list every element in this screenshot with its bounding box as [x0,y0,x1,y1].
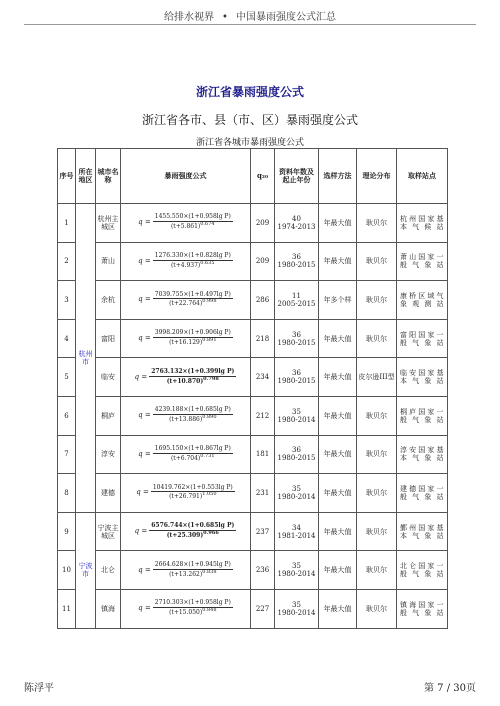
cell-region: 杭州市 [76,204,96,513]
formula-numerator: 7039.755×(1+0.497lg P) [154,290,231,298]
cell-station: 富阳国家一般气象站 [397,319,448,358]
years-range: 1980-2014 [277,570,316,579]
cell-seq: 9 [58,512,76,551]
col-header-q20: q₂₀ [251,149,275,204]
cell-city: 建德 [96,474,121,513]
formula-denominator [153,222,233,231]
years-range: 1981-2014 [277,531,316,540]
formula-denominator-base: (t+5.861) [170,223,201,231]
formula-q-symbol: q = [138,334,151,343]
formula-denominator [153,299,233,308]
cell-city: 桐庐 [96,396,121,435]
table-row [58,358,448,397]
cell-q20: 237 [251,512,275,551]
formula-denominator [153,261,233,270]
table-row [58,551,448,590]
cell-years [275,281,319,320]
years-count: 36 [292,369,301,378]
rainfall-formula-table [57,148,448,629]
cell-method: 年最大值 [319,512,357,551]
cell-q20: 209 [251,242,275,281]
formula-fraction [149,369,236,386]
table-row [58,319,448,358]
cell-distribution: 耿贝尔 [357,474,397,513]
table-row [58,589,448,628]
col-header-years: 资料年数及起止年份 [275,149,319,204]
formula-fraction [153,407,233,424]
formula-denominator-base: (t+15.050) [169,609,203,617]
cell-years [275,551,319,590]
formula-numerator: 2763.132×(1+0.399lg P) [151,367,235,375]
years-count: 35 [292,562,301,571]
cell-city: 富阳 [96,319,121,358]
cell-city: 杭州主城区 [96,204,121,243]
formula-numerator: 4239.188×(1+0.685lg P) [154,406,231,414]
formula-denominator [153,454,233,463]
cell-method: 年最大值 [319,551,357,590]
cell-method: 年最大值 [319,204,357,243]
formula-exponent: 0.635 [200,259,215,266]
footer-page-number: 第 7 / 30页 [424,683,476,694]
years-range: 1980-2015 [277,338,316,347]
footer-author: 陈浮平 [24,683,54,694]
formula-exponent: 0.890 [202,414,217,421]
page-title: 浙江省暴雨强度公式 [195,85,304,99]
formula-denominator [149,377,236,386]
table-row [58,474,448,513]
formula-fraction [153,292,233,309]
cell-q20: 234 [251,358,275,397]
formula-q-symbol: q = [138,256,151,265]
table-header-row [58,149,448,204]
cell-q20: 236 [251,551,275,590]
formula-fraction [153,330,233,347]
cell-distribution: 皮尔逊III型 [357,358,397,397]
cell-formula [121,358,251,397]
cell-seq: 5 [58,358,76,397]
cell-station: 建德国家一般气象站 [397,474,448,513]
cell-region: 宁波市 [76,512,96,628]
cell-formula [121,281,251,320]
formula-exponent: 0.674 [200,221,215,228]
formula-fraction [149,523,236,540]
col-header-station: 取样站点 [397,149,448,204]
table-row [58,435,448,474]
years-range: 1980-2015 [277,377,316,386]
cell-seq: 6 [58,396,76,435]
header-site-name: 给排水视界 [164,12,215,23]
cell-method: 年最大值 [319,435,357,474]
formula-exponent: 1.050 [202,491,217,498]
years-range: 1980-2014 [277,415,316,424]
cell-method: 年最大值 [319,242,357,281]
cell-seq: 8 [58,474,76,513]
years-range: 1980-2015 [277,454,316,463]
cell-station: 临安国家基本气象站 [397,358,448,397]
formula-exponent: 0.891 [202,337,217,344]
years-range: 2005-2015 [277,299,316,308]
formula-numerator: 1695.150×(1+0.867lg P) [154,444,231,452]
formula-denominator-base: (t+10.870) [166,377,204,385]
cell-seq: 10 [58,551,76,590]
formula-denominator-base: (t+13.262) [169,570,203,578]
formula-q-symbol: q = [134,527,148,536]
years-count: 36 [292,253,301,262]
formula-numerator: 1455.550×(1+0.958lg P) [154,213,231,221]
cell-seq: 3 [58,281,76,320]
cell-distribution: 耿贝尔 [357,435,397,474]
formula-denominator-base: (t+4.937) [170,261,201,269]
cell-years [275,474,319,513]
cell-city: 淳安 [96,435,121,474]
cell-method: 年最大值 [319,358,357,397]
cell-distribution: 耿贝尔 [357,281,397,320]
cell-formula [121,551,251,590]
cell-station: 鄞州国家基本气象站 [397,512,448,551]
formula-denominator-base: (t+25.309) [166,532,204,540]
col-header-distribution: 理论分布 [357,149,397,204]
years-range: 1980-2014 [277,492,316,501]
cell-station: 萧山国家一般气象站 [397,242,448,281]
cell-distribution: 耿贝尔 [357,512,397,551]
cell-station: 杭州国家基本气候站 [397,204,448,243]
cell-q20: 286 [251,281,275,320]
cell-years [275,319,319,358]
table-row [58,512,448,551]
formula-numerator: 2664.628×(1+0.945lg P) [154,560,231,568]
cell-seq: 1 [58,204,76,243]
cell-method: 年多个样 [319,281,357,320]
formula-q-symbol: q = [138,565,151,574]
formula-exponent: 0.731 [200,452,215,459]
formula-numerator: 1276.330×(1+0.828lg P) [154,252,231,259]
years-count: 40 [292,214,301,223]
formula-exponent: 0.798 [203,375,219,382]
formula-q-symbol: q = [138,411,151,420]
col-header-city: 城市名称 [96,149,121,204]
cell-q20: 181 [251,435,275,474]
years-count: 36 [292,446,301,455]
cell-station: 康桥区域气象观测站 [397,281,448,320]
formula-denominator-base: (t+6.704) [170,454,201,462]
cell-distribution: 耿贝尔 [357,551,397,590]
formula-numerator: 10419.762×(1+0.553lg P) [152,483,233,491]
cell-method: 年最大值 [319,474,357,513]
formula-denominator [151,492,235,501]
formula-exponent: 0.848 [202,607,217,614]
cell-seq: 2 [58,242,76,281]
col-header-region: 所在地区 [76,149,96,204]
running-header [0,8,500,23]
cell-q20: 231 [251,474,275,513]
table-row [58,204,448,243]
cell-years [275,396,319,435]
cell-station: 镇海国家一般气象站 [397,589,448,628]
cell-seq: 11 [58,589,76,628]
formula-q-symbol: q = [138,295,151,304]
cell-city: 余杭 [96,281,121,320]
cell-method: 年最大值 [319,319,357,358]
formula-denominator [149,531,236,540]
formula-denominator-base: (t+13.886) [169,416,203,424]
cell-method: 年最大值 [319,396,357,435]
cell-formula [121,319,251,358]
formula-exponent: 0.966 [203,530,219,537]
cell-q20: 212 [251,396,275,435]
table-body [58,204,448,629]
cell-q20: 218 [251,319,275,358]
cell-distribution: 耿贝尔 [357,242,397,281]
years-range: 1980-2014 [277,608,316,617]
years-count: 35 [292,407,301,416]
col-header-method: 选样方法 [319,149,357,204]
col-header-seq: 序号 [58,149,76,204]
cell-seq: 7 [58,435,76,474]
cell-city: 镇海 [96,589,121,628]
formula-denominator [153,570,233,579]
cell-station: 北仑国家一般气象站 [397,551,448,590]
cell-city: 临安 [96,358,121,397]
formula-q-symbol: q = [138,218,151,227]
header-rule [24,24,476,25]
table-row [58,396,448,435]
cell-seq: 4 [58,319,76,358]
formula-denominator-base: (t+22.764) [169,300,203,308]
cell-station: 淳安国家基本气象站 [397,435,448,474]
years-count: 35 [292,484,301,493]
cell-years [275,358,319,397]
cell-station: 桐庐国家一般气象站 [397,396,448,435]
formula-fraction [151,485,235,502]
cell-years [275,435,319,474]
formula-fraction [153,214,233,231]
formula-denominator [153,338,233,347]
formula-exponent: 0.838 [202,568,217,575]
cell-distribution: 耿贝尔 [357,319,397,358]
cell-years [275,242,319,281]
years-count: 11 [292,291,301,300]
cell-distribution: 耿贝尔 [357,589,397,628]
cell-q20: 227 [251,589,275,628]
years-count: 36 [292,330,301,339]
header-bullet: • [222,12,228,23]
cell-city: 宁波主城区 [96,512,121,551]
col-header-formula: 暴雨强度公式 [121,149,251,204]
years-range: 1974-2013 [277,222,316,231]
table-row [58,242,448,281]
table-row [58,281,448,320]
cell-formula [121,204,251,243]
cell-city: 北仑 [96,551,121,590]
years-range: 1980-2015 [277,261,316,270]
page-subtitle: 浙江省各市、县（市、区）暴雨强度公式 [141,113,358,127]
cell-formula [121,589,251,628]
formula-numerator: 6576.744×(1+0.685lg P) [151,522,235,530]
cell-distribution: 耿贝尔 [357,396,397,435]
cell-formula [121,242,251,281]
header-doc-title: 中国暴雨强度公式汇总 [235,12,336,23]
years-count: 34 [292,523,301,532]
cell-formula [121,474,251,513]
formula-fraction [153,562,233,579]
formula-q-symbol: q = [138,604,151,613]
formula-fraction [153,253,233,270]
formula-fraction [153,600,233,617]
years-count: 35 [292,600,301,609]
cell-formula [121,435,251,474]
formula-q-symbol: q = [138,449,151,458]
formula-denominator [153,608,233,617]
cell-formula [121,396,251,435]
cell-years [275,589,319,628]
formula-q-symbol: q = [134,372,148,381]
formula-numerator: 2710.303×(1+0.958lg P) [154,599,231,607]
cell-formula [121,512,251,551]
formula-denominator-base: (t+26.791) [169,493,203,501]
cell-years [275,204,319,243]
table-caption: 浙江省各城市暴雨强度公式 [195,138,304,148]
formula-fraction [153,446,233,463]
formula-denominator-base: (t+16.129) [169,339,203,347]
formula-numerator: 3998.209×(1+0.906lg P) [154,329,231,337]
formula-exponent: 0.998 [202,298,217,305]
cell-method: 年最大值 [319,589,357,628]
formula-denominator [153,415,233,424]
cell-distribution: 耿贝尔 [357,204,397,243]
cell-q20: 209 [251,204,275,243]
formula-q-symbol: q = [136,488,149,497]
cell-city: 萧山 [96,242,121,281]
cell-years [275,512,319,551]
